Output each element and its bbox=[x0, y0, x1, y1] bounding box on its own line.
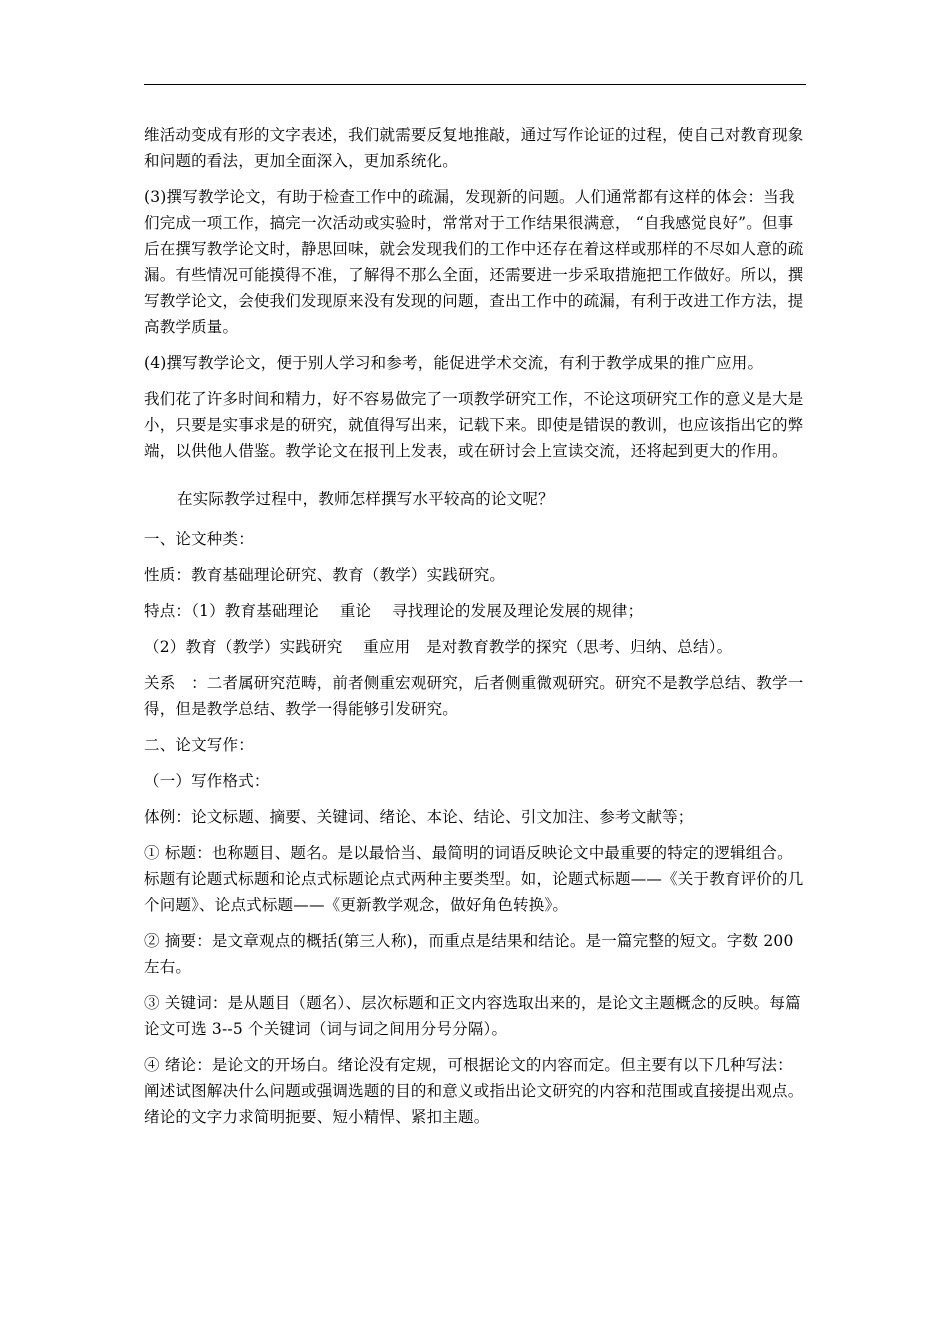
heading-writing-format: （一）写作格式： bbox=[144, 772, 270, 790]
paragraph-point-4: (4)撰写教学论文，便于别人学习和参考，能促进学术交流，有利于教学成果的推广应用。 bbox=[144, 354, 764, 372]
document-body bbox=[144, 122, 808, 1140]
paragraph-nature: 性质：教育基础理论研究、教育（教学）实践研究。 bbox=[144, 566, 506, 584]
paragraph-features-2: （2）教育（教学）实践研究 重应用 是对教育教学的探究（思考、归纳、总结）。 bbox=[144, 638, 733, 656]
paragraph-features: 特点：（1）教育基础理论 重论 寻找理论的发展及理论发展的规律； bbox=[144, 602, 644, 620]
heading-paper-types: 一、论文种类： bbox=[144, 530, 254, 548]
paragraph-title: ① 标题：也称题目、题名。是以最恰当、最简明的词语反映论文中最重要的特定的逻辑组合。标题有论题式标题和论点式标题论点式两种主要类型。如，论题式标题——《关于教育评价的几个问题》、论点式标题——《更新教学观念，做好角色转换》。 bbox=[144, 844, 804, 914]
paragraph-point-3: (3)撰写教学论文，有助于检查工作中的疏漏，发现新的问题。人们通常都有这样的体会：当我们完成一项工作，搞完一次活动或实验时，常常对于工作结果很满意， “自我感觉良好”。但事后在撰写教学论文时，静思回味，就会发现我们的工作中还存在着这样或那样的不尽如人意的疏漏。有些情况可能摸得不准，了解得不那么全面，还需要进一步采取措施把工作做好。所以，撰写教学论文，会使我们发现原来没有发现的问题，查出工作中的疏漏，有利于改进工作方法，提高教学质量。 bbox=[144, 188, 804, 336]
paragraph-continuation: 维活动变成有形的文字表述，我们就需要反复地推敲，通过写作论证的过程，使自己对教育现象和问题的看法，更加全面深入，更加系统化。 bbox=[144, 126, 804, 170]
paragraph-keywords: ③ 关键词：是从题目（题名）、层次标题和正文内容选取出来的，是论文主题概念的反映。每篇论文可选 3--5 个关键词（词与词之间用分号分隔）。 bbox=[144, 994, 801, 1038]
paragraph-relation: 关系 ：二者属研究范畴，前者侧重宏观研究，后者侧重微观研究。研究不是教学总结、教学一得，但是教学总结、教学一得能够引发研究。 bbox=[144, 674, 804, 718]
paragraph-abstract: ② 摘要：是文章观点的概括(第三人称)，而重点是结果和结论。是一篇完整的短文。字数 200 左右。 bbox=[144, 932, 794, 976]
paragraph-structure: 体例：论文标题、摘要、关键词、绪论、本论、结论、引文加注、参考文献等； bbox=[144, 808, 694, 826]
heading-paper-writing: 二、论文写作： bbox=[144, 736, 254, 754]
paragraph-introduction: ④ 绪论：是论文的开场白。绪论没有定规，可根据论文的内容而定。但主要有以下几种写法：阐述试图解决什么问题或强调选题的目的和意义或指出论文研究的内容和范围或直接提出观点。绪论的文字力求简明扼要、短小精悍、紧扣主题。 bbox=[144, 1056, 804, 1126]
header-rule bbox=[144, 84, 806, 85]
section-question: 在实际教学过程中，教师怎样撰写水平较高的论文呢？ bbox=[177, 490, 554, 508]
paragraph-summary: 我们花了许多时间和精力，好不容易做完了一项教学研究工作，不论这项研究工作的意义是大是小，只要是实事求是的研究，就值得写出来，记载下来。即使是错误的教训，也应该指出它的弊端，以供他人借鉴。教学论文在报刊上发表，或在研讨会上宣读交流，还将起到更大的作用。 bbox=[144, 390, 804, 460]
